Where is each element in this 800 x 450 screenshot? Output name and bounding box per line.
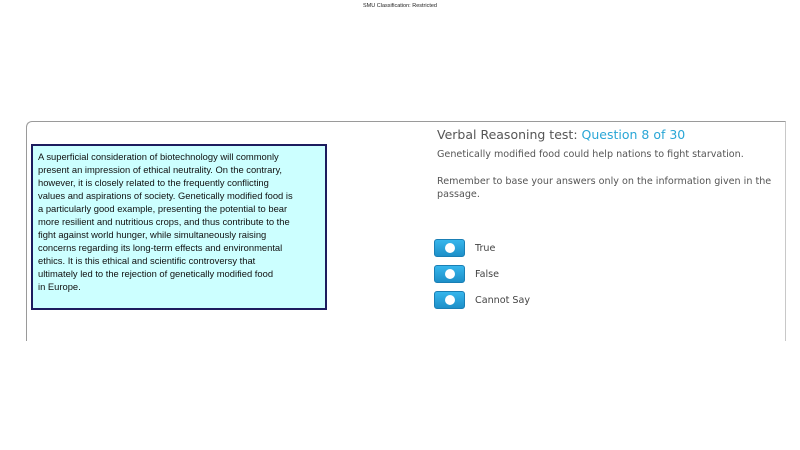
passage-line: ethics. It is this ethical and scientific controversy that (38, 255, 256, 266)
passage-line: present an impression of ethical neutrality. On the contrary, (38, 164, 283, 175)
passage-line: concerns regarding its long-term effects and environmental (38, 242, 283, 253)
passage-line: A superficial consideration of biotechnology will commonly (38, 151, 279, 162)
question-header (437, 127, 685, 142)
passage-line: however, it is closely related to the frequently conflicting (38, 177, 269, 188)
radio-button-icon[interactable] (434, 291, 465, 309)
option-label: Cannot Say (475, 294, 531, 306)
option-cannot-say[interactable] (434, 290, 530, 310)
answer-options (434, 238, 530, 316)
instruction-text: Remember to base your answers only on the information given in the passage. (437, 176, 772, 200)
option-true[interactable] (434, 238, 530, 258)
passage-line: fight against world hunger, while simultaneously raising (38, 229, 267, 240)
passage-line: a particularly good example, presenting the potential to bear (38, 203, 288, 214)
classification-label: SMU Classification: Restricted (363, 3, 437, 9)
radio-button-icon[interactable] (434, 265, 465, 283)
option-false[interactable] (434, 264, 530, 284)
option-label: False (475, 268, 500, 280)
passage-line: more resilient and nutritious crops, and thus contribute to the (38, 216, 290, 227)
test-name: Verbal Reasoning test: (437, 127, 578, 142)
passage-line: ultimately led to the rejection of genetically modified food (38, 268, 274, 279)
question-statement: Genetically modified food could help nations to fight starvation. (437, 149, 744, 160)
option-label: True (475, 242, 496, 254)
passage-box (31, 144, 327, 310)
radio-button-icon[interactable] (434, 239, 465, 257)
passage-line: values and aspirations of society. Genetically modified food is (38, 190, 293, 201)
question-counter: Question 8 of 30 (581, 127, 686, 142)
passage-line: in Europe. (38, 281, 81, 292)
